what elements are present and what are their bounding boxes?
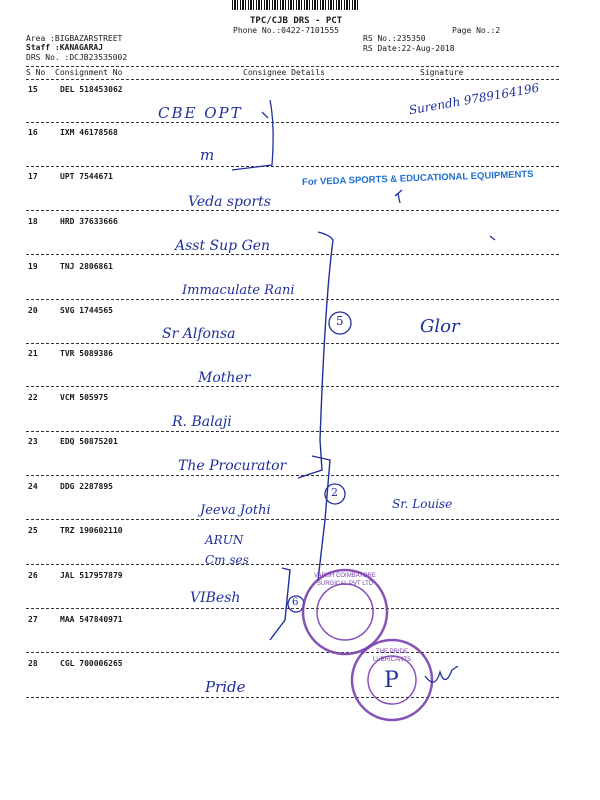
row-consignment: MAA 547840971 (60, 615, 123, 624)
row-consignment: TNJ 2806861 (60, 262, 113, 271)
bracket-26-28 (270, 568, 290, 640)
row-consignment: EDQ 50875201 (60, 437, 118, 446)
col-sno: S No (26, 68, 46, 77)
row-sno: 16 (28, 128, 38, 137)
row-sno: 26 (28, 571, 38, 580)
row-consignee: R. Balaji (172, 414, 232, 430)
row-consignment: HRD 37633666 (60, 217, 118, 226)
row-signature: Surendh 9789164196 (407, 80, 541, 118)
row-sno: 28 (28, 659, 38, 668)
rs-number: RS No.:235350 (363, 34, 426, 43)
row-consignment: DEL 518453062 (60, 85, 123, 94)
surgical-stamp-inner (317, 584, 373, 640)
row-consignee: Mother (198, 370, 251, 386)
row-signature: Glor (420, 316, 460, 337)
row-sno: 17 (28, 172, 38, 181)
row-sno: 18 (28, 217, 38, 226)
row-consignee: VIBesh (190, 590, 241, 606)
circled-number-2: 2 (331, 486, 338, 499)
signature-scribble-15 (232, 100, 273, 170)
row-consignment: TRZ 190602110 (60, 526, 123, 535)
row-consignee: Veda sports (188, 194, 271, 210)
bracket-23-26 (312, 456, 330, 580)
drs-number: DRS No. :DCJB23535002 (26, 53, 128, 62)
row-sno: 23 (28, 437, 38, 446)
row-consignment: TVR 5089386 (60, 349, 113, 358)
company-rubber-stamp: For VEDA SPORTS & EDUCATIONAL EQUIPMENTS (301, 168, 534, 189)
row-sno: 24 (28, 482, 38, 491)
circled-number-5: 5 (336, 314, 344, 328)
row-consignee: ARUN Cm ses (205, 533, 249, 567)
row-consignment: IXM 46178568 (60, 128, 118, 137)
row-consignment: SVG 1744565 (60, 306, 113, 315)
row-consignment: JAL 517957879 (60, 571, 123, 580)
row-consignee: m (200, 146, 215, 164)
row-consignment: UPT 7544671 (60, 172, 113, 181)
phone-number: Phone No.:0422-7101555 (233, 26, 339, 35)
row-consignee: CBE OPT (158, 104, 243, 122)
row-consignee: Jeeva Jothi (200, 503, 271, 518)
pride-lubricants-stamp: THE PRIDE LUBRICANTS (372, 649, 411, 663)
row-consignment: VCM 505975 (60, 393, 109, 402)
bracket-18-23 (298, 232, 333, 478)
row-consignee: Sr Alfonsa (162, 326, 236, 342)
col-consignee: Consignee Details (243, 68, 325, 77)
row-consignee: Immaculate Rani (182, 283, 295, 298)
row-consignment: CGL 700006265 (60, 659, 123, 668)
row-sno: 27 (28, 615, 38, 624)
row-sno: 25 (28, 526, 38, 535)
page-number: Page No.:2 (452, 26, 501, 35)
row-signature: Sr. Louise (392, 497, 453, 511)
row-consignment: DDG 2287895 (60, 482, 113, 491)
row-sno: 19 (28, 262, 38, 271)
circled-number-6: 6 (292, 597, 299, 608)
pride-stamp-initial: P (384, 668, 399, 693)
row-sno: 22 (28, 393, 38, 402)
col-consignment: Consignment No (55, 68, 123, 77)
bracket-tick-18 (490, 236, 495, 240)
row-sno: 20 (28, 306, 38, 315)
row-consignee: Asst Sup Gen (175, 238, 271, 254)
col-signature: Signature (420, 68, 464, 77)
row-consignee: Pride (205, 678, 246, 696)
document-title: TPC/CJB DRS - PCT (250, 16, 343, 26)
staff-field: Staff :KANAGARAJ (26, 43, 104, 52)
signature-mark-17 (395, 190, 402, 203)
row-sno: 15 (28, 85, 38, 94)
row-consignee: The Procurator (178, 458, 287, 474)
rs-date: RS Date:22-Aug-2018 (363, 44, 455, 53)
row-sno: 21 (28, 349, 38, 358)
area-field: Area :BIGBAZARSTREET (26, 34, 123, 43)
surgical-company-stamp: VARSH COIMBATORE SURGICAL PVT LTD (314, 573, 376, 587)
